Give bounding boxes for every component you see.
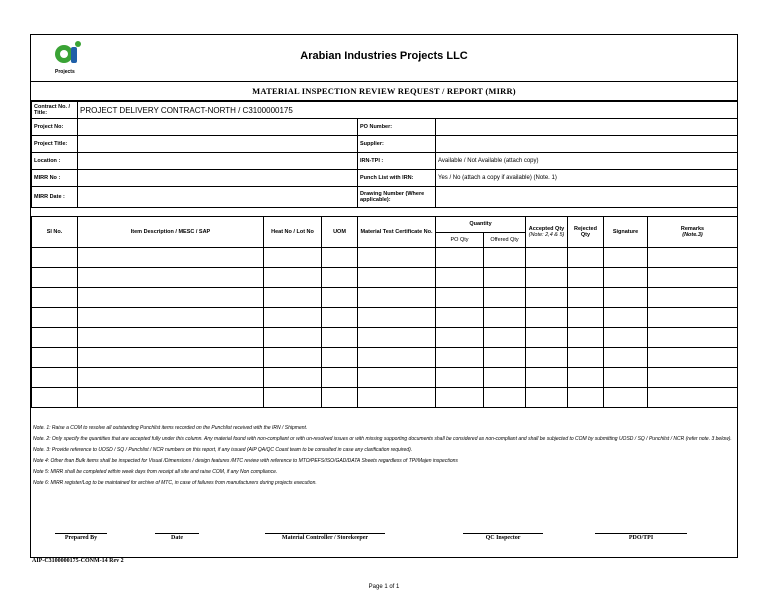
material-controller-signature[interactable] [265, 533, 385, 541]
cell[interactable] [264, 248, 322, 268]
note-2: Note. 2: Only specify the quantities that are accepted fully under this column. Any material found with non-compliant or with un-resolved issues or with missing supporting documents shall be considered as non-compliant and shall be subjected to COM by submitting UOSD / SQ / Punchlist / NCR (refer note. 3 below). [33, 436, 732, 442]
cell[interactable] [568, 368, 604, 388]
qc-inspector-signature[interactable] [463, 533, 543, 541]
irn-tpi-label: IRN-TPI : [358, 153, 436, 170]
cell[interactable] [648, 388, 738, 408]
cell[interactable] [358, 308, 436, 328]
col-quantity: Quantity [436, 217, 526, 233]
project-title-label: Project Title: [32, 136, 78, 153]
irn-tpi-value[interactable]: Available / Not Available (attach copy) [436, 153, 738, 170]
contract-value[interactable]: PROJECT DELIVERY CONTRACT-NORTH / C3100000175 [78, 102, 738, 119]
project-no-field[interactable] [78, 119, 358, 136]
cell[interactable] [322, 328, 358, 348]
table-row [32, 328, 738, 348]
cell[interactable] [568, 348, 604, 368]
cell[interactable] [484, 328, 526, 348]
col-accepted-qty [526, 217, 568, 248]
cell[interactable] [604, 308, 648, 328]
cell[interactable] [32, 328, 78, 348]
cell[interactable] [526, 268, 568, 288]
col-item-description: Item Description / MESC / SAP [78, 217, 264, 248]
cell[interactable] [322, 288, 358, 308]
drawing-number-label: Drawing Number (Where applicable): [358, 187, 436, 208]
accepted-qty-note: (Note: 2,4 & 5) [528, 232, 565, 238]
document-code: AIP-C3100000175-CONM-14 Rev 2 [32, 558, 124, 564]
cell[interactable] [484, 268, 526, 288]
cell[interactable] [78, 348, 264, 368]
supplier-label: Supplier: [358, 136, 436, 153]
cell[interactable] [358, 248, 436, 268]
items-table [31, 216, 738, 408]
col-heat-no: Heat No / Lot No [264, 217, 322, 248]
cell[interactable] [568, 288, 604, 308]
qc-inspector-label: QC Inspector [463, 533, 543, 541]
cell[interactable] [264, 388, 322, 408]
cell[interactable] [484, 348, 526, 368]
table-row [32, 248, 738, 268]
cell[interactable] [78, 268, 264, 288]
cell[interactable] [32, 248, 78, 268]
cell[interactable] [648, 348, 738, 368]
cell[interactable] [484, 248, 526, 268]
cell[interactable] [358, 268, 436, 288]
notes-section [33, 425, 735, 491]
accepted-qty-label: Accepted Qty [528, 226, 565, 232]
table-row [32, 388, 738, 408]
cell[interactable] [526, 368, 568, 388]
pdo-tpi-signature[interactable] [595, 533, 687, 541]
cell[interactable] [568, 248, 604, 268]
po-number-label: PO Number: [358, 119, 436, 136]
cell[interactable] [78, 328, 264, 348]
cell[interactable] [604, 248, 648, 268]
cell[interactable] [436, 368, 484, 388]
po-number-field[interactable] [436, 119, 738, 136]
cell[interactable] [264, 348, 322, 368]
cell[interactable] [78, 388, 264, 408]
location-field[interactable] [78, 153, 358, 170]
supplier-field[interactable] [436, 136, 738, 153]
cell[interactable] [604, 388, 648, 408]
remarks-label: Remarks [680, 226, 705, 232]
punch-list-label: Punch List with IRN: [358, 170, 436, 187]
cell[interactable] [264, 268, 322, 288]
cell[interactable] [604, 368, 648, 388]
project-no-label: Project No: [32, 119, 78, 136]
mirr-form [30, 34, 738, 558]
cell[interactable] [358, 328, 436, 348]
mirr-date-label: MIRR Date : [32, 187, 78, 208]
cell[interactable] [484, 368, 526, 388]
col-signature: Signature [604, 217, 648, 248]
location-label: Location : [32, 153, 78, 170]
prepared-by-label: Prepared By [55, 533, 107, 541]
cell[interactable] [322, 348, 358, 368]
cell[interactable] [526, 308, 568, 328]
note-4: Note 4: Other than Bulk items shall be inspected for Visual /Dimensions / design features /MTC review with reference to MTO/PEFS/ISO/GAD/DATA Sheets regardless of TPI/Majen inspections [33, 458, 458, 464]
note-6: Note 6: MIRR register/Log to be maintained for archive of MTC, in case of failures from manufacturers during projects execution. [33, 480, 317, 486]
cell[interactable] [604, 328, 648, 348]
cell[interactable] [322, 308, 358, 328]
cell[interactable] [32, 268, 78, 288]
material-controller-label: Material Controller / Storekeeper [265, 533, 385, 541]
table-row [32, 288, 738, 308]
col-sl-no: Sl No. [32, 217, 78, 248]
project-title-field[interactable] [78, 136, 358, 153]
cell[interactable] [648, 248, 738, 268]
cell[interactable] [264, 328, 322, 348]
cell[interactable] [358, 388, 436, 408]
col-mtc-no: Material Test Certificate No. [358, 217, 436, 248]
cell[interactable] [526, 288, 568, 308]
note-3: Note. 3: Provide reference to UOSD / SQ / Punchlist / NCR numbers on this report, if any issued (AIP QA/QC Coast team to be consulted in case any clarification required). [33, 447, 413, 453]
cell[interactable] [436, 268, 484, 288]
cell[interactable] [568, 308, 604, 328]
page-number: Page 1 of 1 [368, 584, 400, 590]
cell[interactable] [436, 248, 484, 268]
logo-text: Projects [55, 69, 75, 75]
cell[interactable] [78, 248, 264, 268]
mirr-no-label: MIRR No : [32, 170, 78, 187]
table-row [32, 368, 738, 388]
remarks-note: (Note.3) [682, 232, 703, 238]
note-1: Note. 1: Raise a COM to resolve all outstanding Punchlist items recorded on the Punchlist received with the IRN / Shipment. [33, 425, 308, 431]
mirr-no-field[interactable] [78, 170, 358, 187]
date-label: Date [155, 533, 199, 541]
cell[interactable] [264, 308, 322, 328]
contract-label: Contract No. / Title: [32, 102, 78, 119]
col-uom: UOM [322, 217, 358, 248]
cell[interactable] [568, 268, 604, 288]
table-row [32, 348, 738, 368]
cell[interactable] [32, 288, 78, 308]
cell[interactable] [32, 388, 78, 408]
pdo-tpi-label: PDO/TPI [595, 533, 687, 541]
cell[interactable] [604, 288, 648, 308]
cell[interactable] [358, 368, 436, 388]
cell[interactable] [264, 288, 322, 308]
cell[interactable] [322, 268, 358, 288]
date-signature[interactable] [155, 533, 199, 541]
form-title: MATERIAL INSPECTION REVIEW REQUEST / REPORT (MIRR) [31, 82, 737, 101]
cell[interactable] [264, 368, 322, 388]
cell[interactable] [568, 388, 604, 408]
mirr-date-field[interactable] [78, 187, 358, 208]
cell[interactable] [78, 288, 264, 308]
cell[interactable] [322, 368, 358, 388]
cell[interactable] [32, 308, 78, 328]
cell[interactable] [322, 388, 358, 408]
punch-list-value[interactable]: Yes / No (attach a copy if available) (Note. 1) [436, 170, 738, 187]
cell[interactable] [526, 348, 568, 368]
table-row [32, 268, 738, 288]
cell[interactable] [648, 288, 738, 308]
col-remarks [648, 217, 738, 248]
drawing-number-field[interactable] [436, 187, 738, 208]
col-rejected-qty: Rejected Qty [568, 217, 604, 248]
prepared-by-signature[interactable] [55, 533, 107, 541]
cell[interactable] [78, 368, 264, 388]
col-po-qty: PO Qty [436, 232, 484, 248]
cell[interactable] [484, 308, 526, 328]
cell[interactable] [526, 248, 568, 268]
cell[interactable] [358, 288, 436, 308]
cell[interactable] [78, 308, 264, 328]
cell[interactable] [484, 388, 526, 408]
cell[interactable] [648, 268, 738, 288]
col-offered-qty: Offered Qty [484, 232, 526, 248]
cell[interactable] [604, 348, 648, 368]
cell[interactable] [436, 328, 484, 348]
cell[interactable] [648, 368, 738, 388]
cell[interactable] [436, 348, 484, 368]
cell[interactable] [526, 388, 568, 408]
info-table [31, 101, 738, 208]
cell[interactable] [604, 268, 648, 288]
cell[interactable] [568, 328, 604, 348]
company-name: Arabian Industries Projects LLC [300, 50, 468, 62]
cell[interactable] [32, 348, 78, 368]
form-header [31, 35, 737, 82]
cell[interactable] [436, 388, 484, 408]
cell[interactable] [484, 288, 526, 308]
cell[interactable] [436, 308, 484, 328]
cell[interactable] [648, 308, 738, 328]
cell[interactable] [358, 348, 436, 368]
cell[interactable] [322, 248, 358, 268]
cell[interactable] [526, 328, 568, 348]
note-5: Note 5: MIRR shall be completed within week days from receipt all site and raise COM, if any Non compliance. [33, 469, 278, 475]
table-row [32, 308, 738, 328]
cell[interactable] [436, 288, 484, 308]
cell[interactable] [32, 368, 78, 388]
cell[interactable] [648, 328, 738, 348]
